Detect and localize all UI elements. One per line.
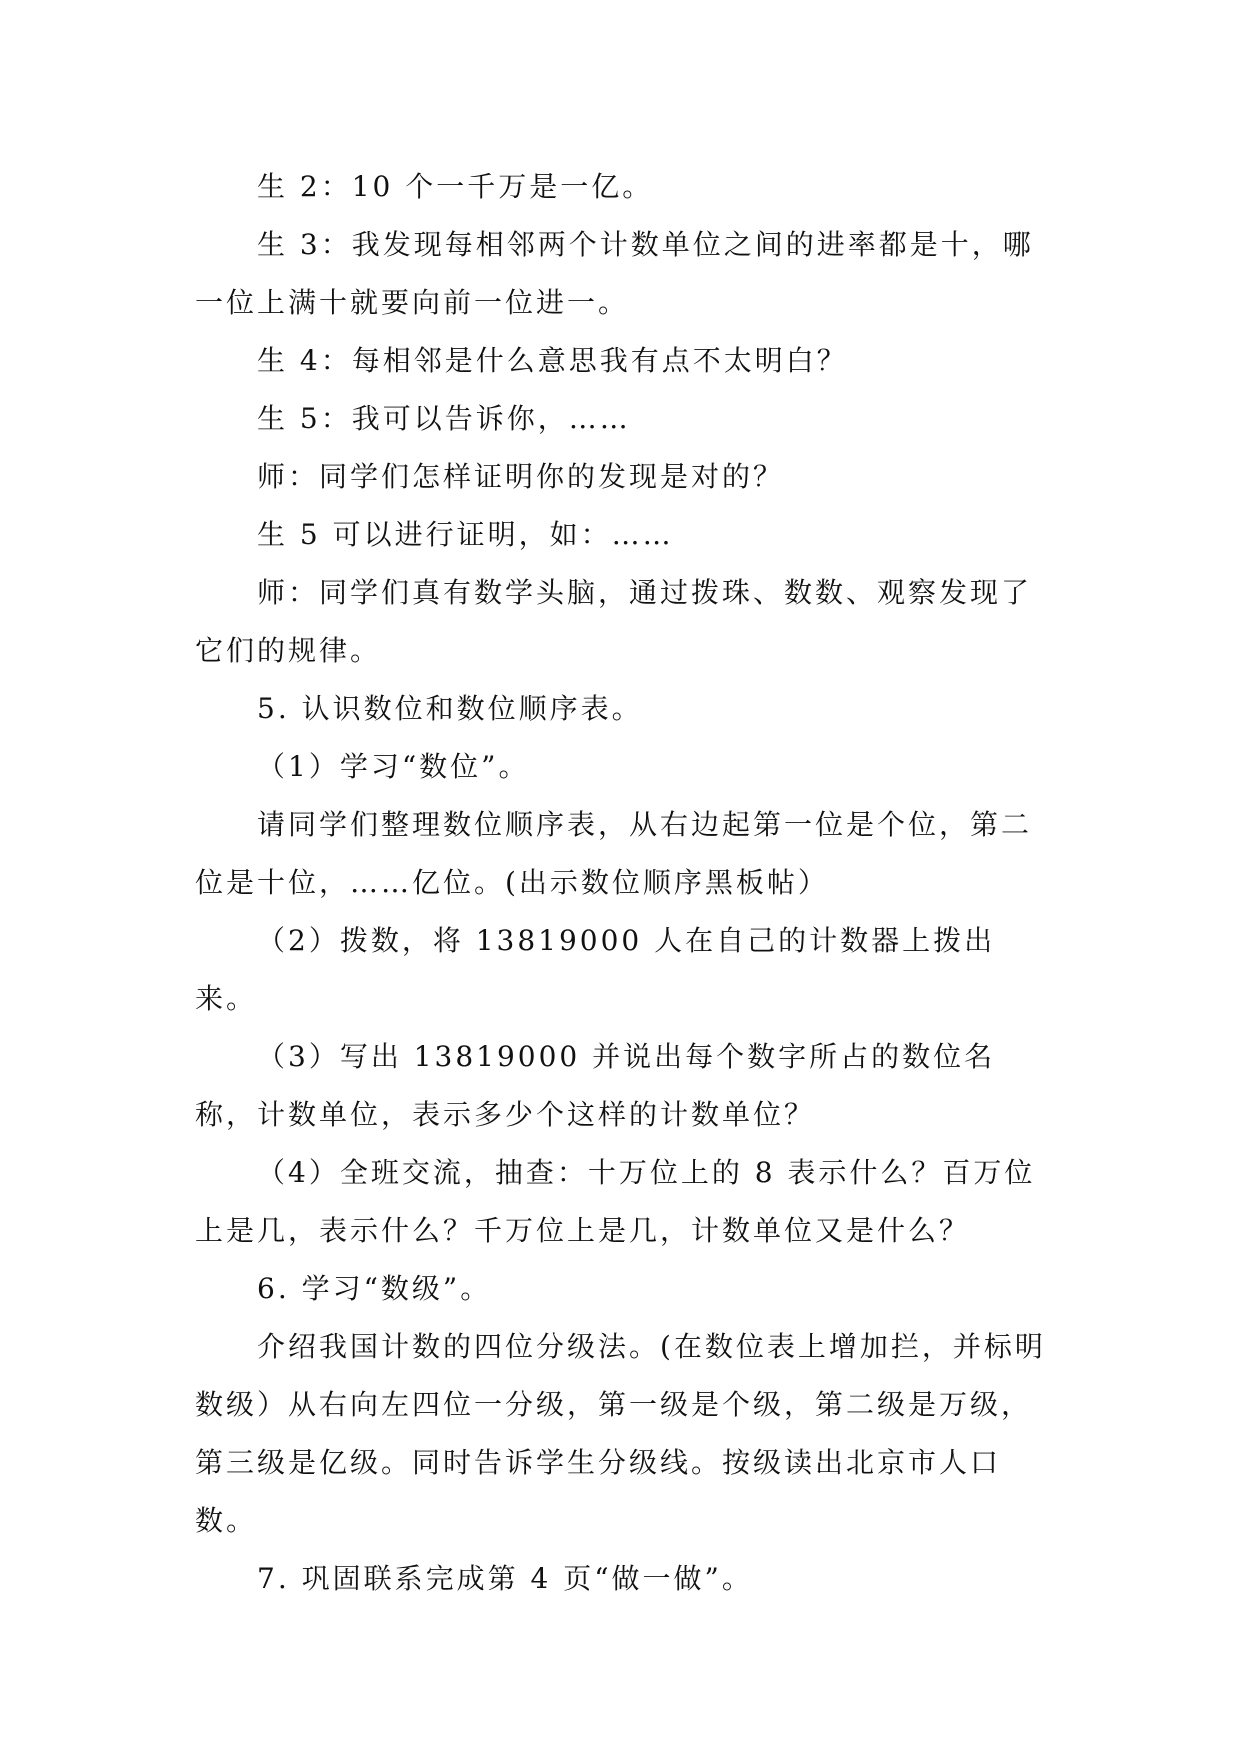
section-heading-7: 7. 巩固联系完成第 4 页“做一做”。 <box>257 1562 753 1595</box>
paragraph-student-2: 生 2：10 个一千万是一亿。 <box>257 170 654 203</box>
paragraph-teacher-summary: 师：同学们真有数学头脑，通过拨珠、数数、观察发现了它们的规律。 <box>195 576 1033 667</box>
document-body <box>195 158 1055 1608</box>
subitem-4: （4）全班交流，抽查：十万位上的 8 表示什么？百万位上是几，表示什么？千万位上是几，计数单位又是什么？ <box>195 1156 1036 1247</box>
paragraph-place-value-table: 请同学们整理数位顺序表，从右边起第一位是个位，第二位是十位，……亿位。(出示数位顺序黑板帖） <box>195 808 1033 899</box>
section-heading-6: 6. 学习“数级”。 <box>257 1272 492 1305</box>
paragraph-student-4: 生 4：每相邻是什么意思我有点不太明白？ <box>257 344 848 377</box>
subitem-3: （3）写出 13819000 并说出每个数字所占的数位名称，计数单位，表示多少个这样的计数单位？ <box>195 1040 996 1131</box>
subitem-2: （2）拨数，将 13819000 人在自己的计数器上拨出来。 <box>195 924 996 1015</box>
paragraph-student-5-proof: 生 5 可以进行证明，如：…… <box>257 518 674 551</box>
paragraph-teacher-question: 师：同学们怎样证明你的发现是对的？ <box>257 460 785 493</box>
paragraph-student-5: 生 5：我可以告诉你，…… <box>257 402 631 435</box>
paragraph-number-levels: 介绍我国计数的四位分级法。(在数位表上增加拦，并标明数级）从右向左四位一分级，第一级是个级，第二级是万级，第三级是亿级。同时告诉学生分级线。按级读出北京市人口数。 <box>195 1330 1046 1537</box>
paragraph-student-3: 生 3：我发现每相邻两个计数单位之间的进率都是十，哪一位上满十就要向前一位进一。 <box>195 228 1034 319</box>
section-heading-5: 5. 认识数位和数位顺序表。 <box>257 692 643 725</box>
subitem-1: （1）学习“数位”。 <box>257 750 530 783</box>
